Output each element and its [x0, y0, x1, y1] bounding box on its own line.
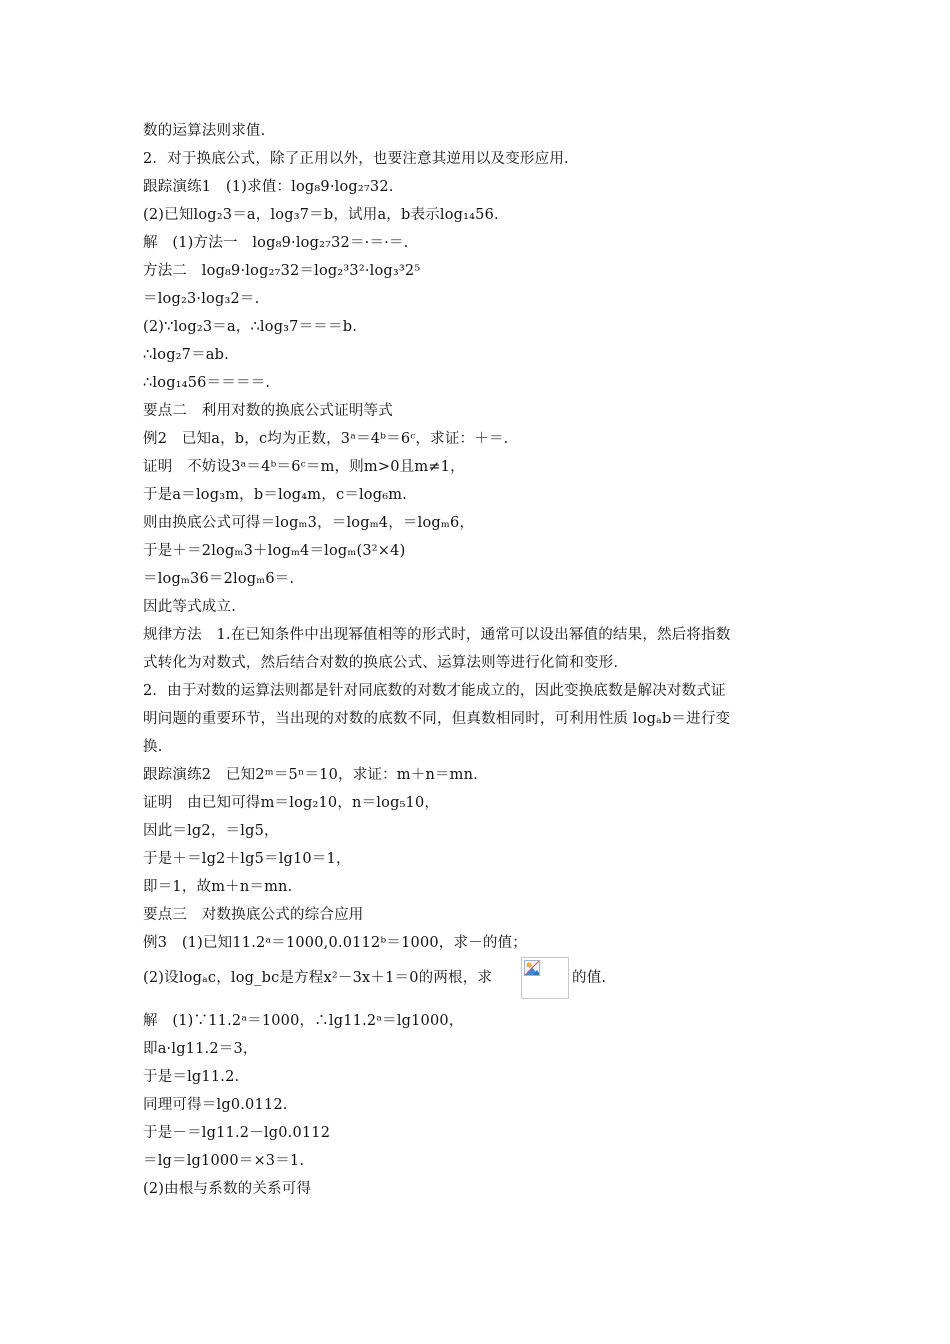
text-line: 数的运算法则求值.: [143, 123, 266, 139]
text-line: 于是＋＝2logₘ3＋logₘ4＝logₘ(3²×4): [143, 543, 406, 559]
text-line: 即a·lg11.2＝3，: [143, 1041, 258, 1057]
text-line: 的值.: [572, 970, 607, 986]
text-line: 于是a＝log₃m，b＝log₄m，c＝log₆m.: [143, 487, 407, 503]
text-line: 式转化为对数式，然后结合对数的换底公式、运算法则等进行化简和变形.: [143, 655, 619, 671]
text-line: ＝logₘ36＝2logₘ6＝.: [143, 571, 295, 587]
text-line: 例3 (1)已知11.2ᵃ＝1000,0.0112ᵇ＝1000，求－的值；: [143, 935, 527, 951]
text-line: (2)已知log₂3＝a，log₃7＝b，试用a，b表示log₁₄56.: [143, 207, 499, 223]
section-heading: 要点二 利用对数的换底公式证明等式: [143, 403, 393, 419]
text-line: 例2 已知a，b，c均为正数，3ᵃ＝4ᵇ＝6ᶜ，求证：＋＝.: [143, 431, 509, 447]
text-line: 同理可得＝lg0.0112.: [143, 1097, 288, 1113]
text-line: 跟踪演练2 已知2ᵐ＝5ⁿ＝10，求证：m＋n＝mn.: [143, 767, 478, 783]
text-line: 明问题的重要环节，当出现的对数的底数不同，但真数相同时，可利用性质 logₐb＝进行变: [143, 711, 731, 727]
text-line: ＝lg＝lg1000＝×3＝1.: [143, 1153, 305, 1169]
text-line: 解 (1)方法一 log₈9·log₂₇32＝·＝·＝.: [143, 235, 409, 251]
broken-image-icon: [524, 960, 540, 976]
text-line: 跟踪演练1 (1)求值：log₈9·log₂₇32.: [143, 179, 394, 195]
text-line: 于是＋＝lg2＋lg5＝lg10＝1，: [143, 851, 351, 867]
text-line: ＝log₂3·log₃2＝.: [143, 291, 260, 307]
text-line: 于是－＝lg11.2－lg0.0112: [143, 1125, 331, 1141]
text-line: 证明 由已知可得m＝log₂10，n＝log₅10，: [143, 795, 440, 811]
text-line: ∴log₁₄56＝＝＝＝.: [143, 375, 271, 391]
text-line: 于是＝lg11.2.: [143, 1069, 240, 1085]
text-line: (2)∵log₂3＝a，∴log₃7＝＝＝b.: [143, 319, 357, 335]
text-line: 因此等式成立.: [143, 599, 237, 615]
text-line: 即＝1，故m＋n＝mn.: [143, 879, 293, 895]
text-line: 解 (1)∵11.2ᵃ＝1000，∴lg11.2ᵃ＝lg1000，: [143, 1013, 464, 1029]
text-line: ∴log₂7＝ab.: [143, 347, 229, 363]
text-line: 规律方法 1.在已知条件中出现幂值相等的形式时，通常可以设出幂值的结果，然后将指数: [143, 627, 731, 643]
text-line: 则由换底公式可得＝logₘ3，＝logₘ4，＝logₘ6，: [143, 515, 475, 531]
text-line: 2．对于换底公式，除了正用以外，也要注意其逆用以及变形应用.: [143, 151, 569, 167]
text-line: 方法二 log₈9·log₂₇32＝log₂³3²·log₃³2⁵: [143, 263, 421, 279]
text-line: (2)由根与系数的关系可得: [143, 1181, 312, 1197]
section-heading: 要点三 对数换底公式的综合应用: [143, 907, 364, 923]
broken-image-placeholder: [521, 957, 569, 999]
text-line: 换.: [143, 739, 163, 755]
text-line: 因此＝lg2，＝lg5，: [143, 823, 279, 839]
text-line: 2．由于对数的运算法则都是针对同底数的对数才能成立的，因此变换底数是解决对数式证: [143, 683, 726, 699]
text-line: 证明 不妨设3ᵃ＝4ᵇ＝6ᶜ＝m，则m>0且m≠1，: [143, 459, 465, 475]
text-line: (2)设logₐc，log_bc是方程x²－3x＋1＝0的两根，求: [143, 970, 493, 986]
